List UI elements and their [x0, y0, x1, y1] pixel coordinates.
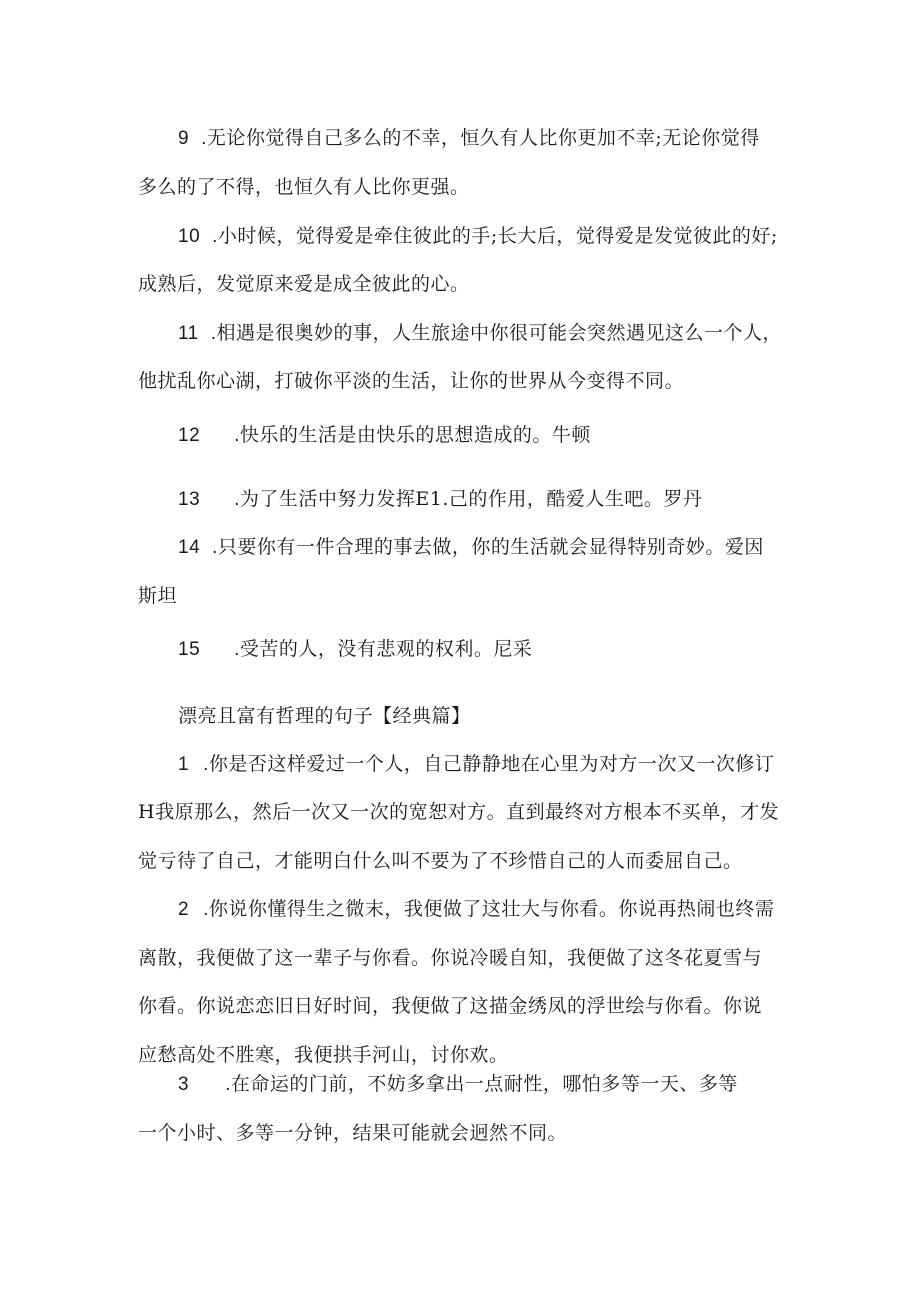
item-13-line-1 [178, 487, 702, 512]
item-11-text-cont: 他扰乱你心湖，打破你平淡的生活，让你的世界从今变得不同。 [138, 370, 685, 392]
item-14-sep: . [212, 537, 218, 558]
classic-3-sep: . [225, 1074, 231, 1095]
item-11-number: 11 [178, 323, 199, 344]
item-12-sep: . [234, 425, 240, 446]
classic-1-line-1 [178, 752, 774, 777]
item-15-sep: . [234, 639, 240, 660]
classic-1-line-2 [138, 800, 779, 824]
item-10-line-2 [138, 272, 470, 296]
item-10-text: 小时候，觉得爱是牵住彼此的手;长大后，觉得爱是发觉彼此的好; [217, 225, 778, 247]
item-9-line-1 [178, 126, 760, 151]
item-11-text: 相遇是很奥妙的事，人生旅途中你很可能会突然遇见这么一个人， [216, 322, 783, 344]
item-13-sep: . [234, 489, 240, 510]
classic-1-text-cont-1: H我原那么，然后一次又一次的宽恕对方。直到最终对方根本不买单，才发 [138, 801, 780, 823]
classic-1-sep: . [203, 754, 209, 775]
classic-3-text-cont: 一个小时、多等一分钟，结果可能就会迥然不同。 [138, 1122, 568, 1144]
section-heading: 漂亮且富有哲理的句子【经典篇】 [178, 705, 471, 727]
item-11-line-1 [178, 321, 782, 346]
item-11-sep: . [210, 323, 217, 344]
classic-2-text-cont-2: 你看。你说恋恋旧日好时间，我便做了这描金绣凤的浮世绘与你看。你说 [138, 995, 763, 1017]
classic-1-line-3 [138, 849, 743, 873]
item-14-line-1 [178, 535, 764, 560]
item-14-line-2 [138, 584, 177, 608]
item-14-text: 只要你有一件合理的事去做，你的生活就会显得特别奇妙。爱因 [217, 536, 764, 558]
item-13-number: 13 [178, 489, 201, 510]
classic-2-line-3 [138, 994, 762, 1018]
item-15-number: 15 [178, 639, 201, 660]
classic-3-line-2 [138, 1121, 567, 1145]
classic-2-text-cont-1: 离散，我便做了这一辈子与你看。你说冷暖自知，我便做了这冬花夏雪与 [138, 947, 763, 969]
item-12-line-1 [178, 423, 591, 448]
item-12-text: 快乐的生活是由快乐的思想造成的。牛顿 [239, 424, 591, 446]
classic-2-text: 你说你懂得生之微末，我便做了这壮大与你看。你说再热闹也终需 [208, 898, 775, 920]
item-9-number: 9 [178, 128, 190, 149]
item-10-sep: . [212, 226, 218, 247]
item-9-text-cont: 多么的了不得，也恒久有人比你更强。 [138, 176, 470, 198]
item-14-text-cont: 斯坦 [138, 585, 178, 607]
item-15-line-1 [178, 637, 532, 662]
classic-2-line-4 [138, 1043, 509, 1067]
item-10-number: 10 [178, 226, 201, 247]
classic-2-sep: . [203, 899, 209, 920]
item-10-text-cont: 成熟后，发觉原来爱是成全彼此的心。 [138, 273, 470, 295]
item-13-text: 为了生活中努力发挥E1.己的作用，酷爱人生吧。罗丹 [239, 488, 703, 510]
item-15-text: 受苦的人，没有悲观的权利。尼采 [239, 638, 533, 660]
item-14-number: 14 [178, 537, 201, 558]
item-11-line-2 [138, 369, 684, 393]
item-9-sep: . [201, 128, 207, 149]
classic-2-text-cont-3: 应愁高处不胜寒，我便拱手河山，讨你欢。 [138, 1044, 509, 1066]
classic-2-line-1 [178, 897, 774, 922]
classic-3-text: 在命运的门前，不妨多拿出一点耐性，哪怕多等一天、多等 [230, 1073, 738, 1095]
classic-3-line-1 [178, 1072, 738, 1097]
classic-1-number: 1 [178, 754, 190, 775]
item-9-text: 无论你觉得自己多么的不幸，恒久有人比你更加不幸;无论你觉得 [206, 127, 760, 149]
item-12-number: 12 [178, 425, 201, 446]
classic-2-line-2 [138, 946, 762, 970]
item-10-line-1 [178, 224, 778, 249]
classic-1-text-cont-2: 觉亏待了自己，才能明白什么叫不要为了不珍惜自己的人而委屈自己。 [138, 850, 743, 872]
classic-1-text: 你是否这样爱过一个人，自己静静地在心里为对方一次又一次修订 [208, 753, 775, 775]
classic-2-number: 2 [178, 899, 190, 920]
item-9-line-2 [138, 175, 470, 199]
classic-3-number: 3 [178, 1074, 190, 1095]
